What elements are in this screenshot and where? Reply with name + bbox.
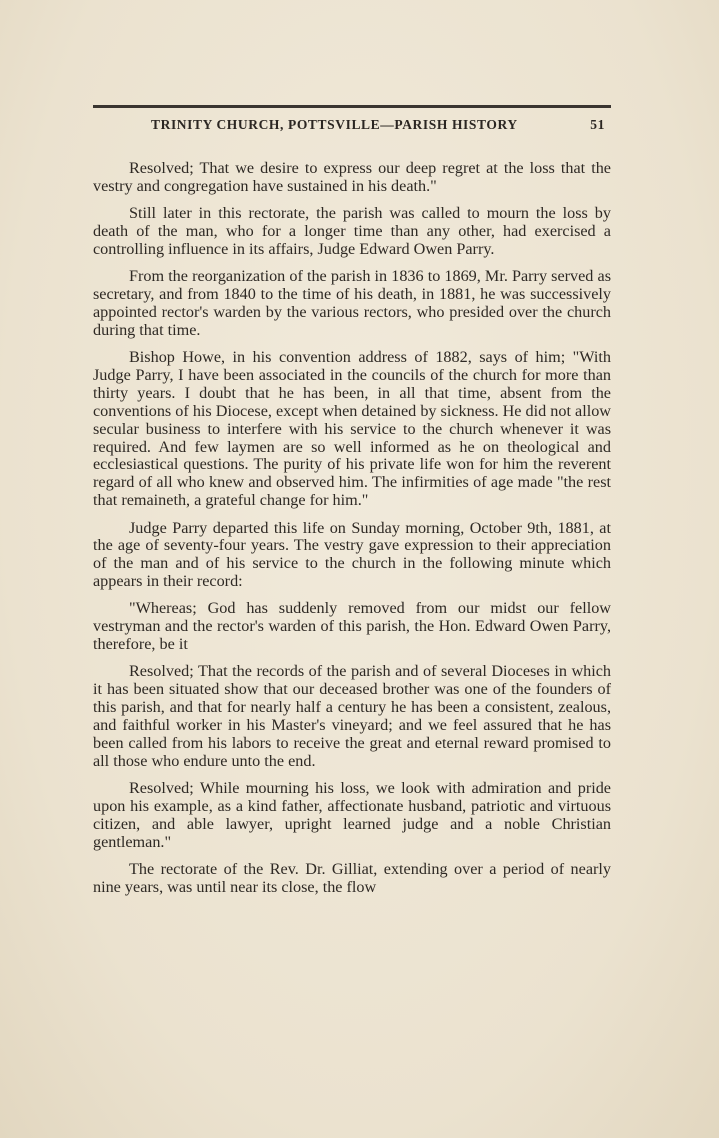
paragraph: Resolved; That we desire to express our deep regret at the loss that the vestry and congregation have sustained in his death." — [93, 159, 611, 195]
paragraph: The rectorate of the Rev. Dr. Gilliat, extending over a period of nearly nine years, was until near its close, the flow — [93, 860, 611, 896]
page-number: 51 — [590, 117, 605, 132]
paragraph: From the reorganization of the parish in 1836 to 1869, Mr. Parry served as secretary, and from 1840 to the time of his death, in 1881, he was successively appointed rector's warden by the various rectors, who presided over the church during that time. — [93, 267, 611, 339]
body-text — [93, 160, 611, 906]
paragraph: "Whereas; God has suddenly removed from our midst our fellow vestryman and the rector's warden of this parish, the Hon. Edward Owen Parry, therefore, be it — [93, 599, 611, 654]
paragraph: Bishop Howe, in his convention address of 1882, says of him; "With Judge Parry, I have been associated in the councils of the church for more than thirty years. I doubt that he has been, in all that time, absent from the conventions of his Diocese, except when detained by sickness. He did not allow secular business to interfere with his service to the church whenever it was required. And few laymen are so well informed as he on theological and ecclesiastical questions. The purity of his private life won for him the reverent regard of all who knew and observed him. The infirmities of age made "the rest that remaineth, a grateful change for him." — [93, 348, 611, 510]
running-title: TRINITY CHURCH, POTTSVILLE—PARISH HISTORY — [151, 117, 518, 132]
paragraph: Still later in this rectorate, the parish was called to mourn the loss by death of the man, who for a longer time than any other, had exercised a controlling influence in its affairs, Judge Edward Owen Parry. — [93, 204, 611, 258]
paragraph: Resolved; While mourning his loss, we look with admiration and pride upon his example, as a kind father, affectionate husband, patriotic and virtuous citizen, and able lawyer, upright learned judge and a noble Christian gentleman." — [93, 779, 611, 851]
paragraph: Judge Parry departed this life on Sunday morning, October 9th, 1881, at the age of seventy-four years. The vestry gave expression to their appreciation of the man and of his service to the church in the following minute which appears in their record: — [93, 518, 611, 591]
header-rule — [93, 105, 611, 108]
paragraph: Resolved; That the records of the parish and of several Dioceses in which it has been situated show that our deceased brother was one of the founders of this parish, and that for nearly half a century he has been a consistent, zealous, and faithful worker in his Master's vineyard; and we feel assured that he has been called from his labors to receive the great and eternal reward promised to all those who endure unto the end. — [93, 662, 611, 770]
